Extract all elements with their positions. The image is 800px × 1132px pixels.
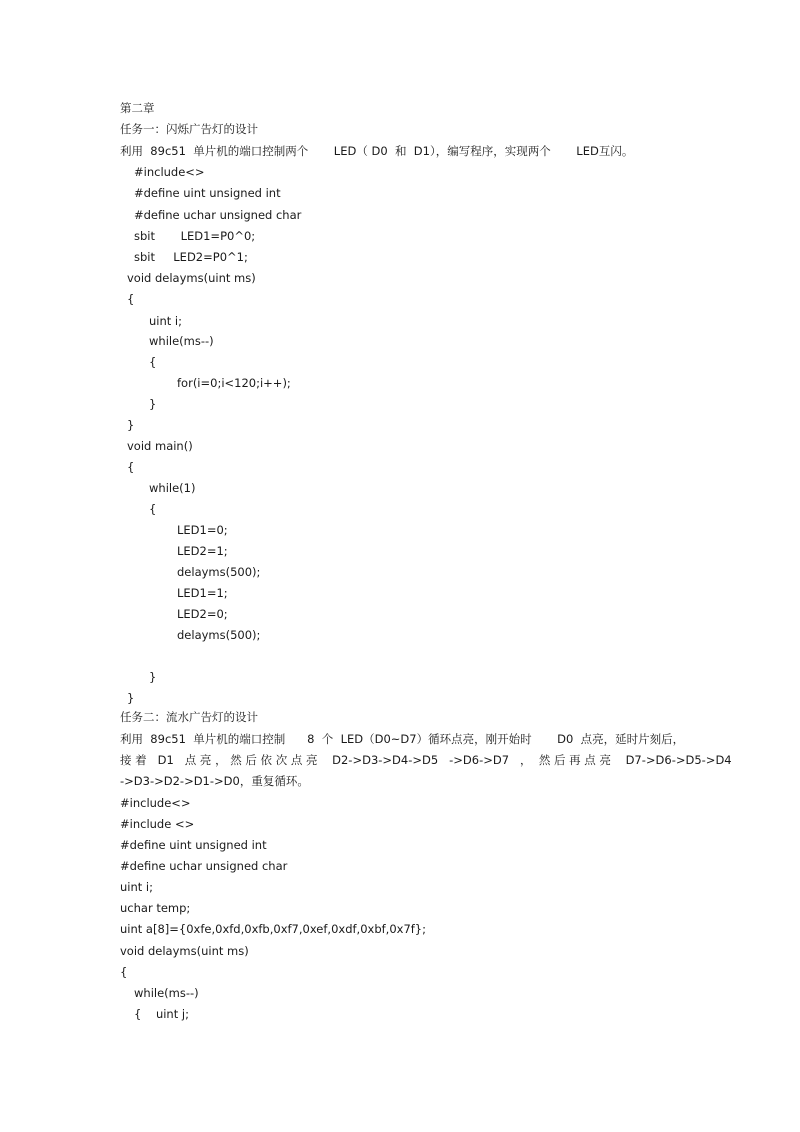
code-line: LED1=1; [177,586,228,600]
code-line: } [127,418,135,432]
code-line: #define uint unsigned int [120,838,267,852]
task1-description: 利用 89c51 单片机的端口控制两个 LED（ D0 和 D1），编写程序，实现两个 LED互闪。 [120,144,634,158]
code-line: while(ms--) [149,334,214,348]
code-line: #include <> [120,817,195,831]
code-line: } [149,397,157,411]
code-line: #include<> [134,165,205,179]
code-line: { [149,502,157,516]
chapter-title: 第二章 [120,101,155,115]
code-line: { [149,355,157,369]
code-line: sbit LED1=P0^0; [134,229,256,243]
task2-description-line: ->D3->D2->D1->D0，重复循环。 [120,774,309,788]
code-line: #define uchar unsigned char [134,208,302,222]
code-line: } [127,691,135,705]
task2-description-line: 利用 89c51 单片机的端口控制 8 个 LED（D0~D7）循环点亮，刚开始时 D0 点亮，延时片刻后， [120,732,685,746]
task1-title: 任务一：闪烁广告灯的设计 [120,122,258,136]
code-line: uint i; [149,314,183,328]
code-line: sbit LED2=P0^1; [134,250,248,264]
code-line: LED2=1; [177,544,228,558]
code-line: void main() [127,439,193,453]
code-line: #include<> [120,796,191,810]
code-line: for(i=0;i<120;i++); [177,376,291,390]
code-line: #define uint unsigned int [134,186,281,200]
code-line: while(1) [149,481,196,495]
code-line: { [127,460,135,474]
code-line: while(ms--) [134,986,199,1000]
code-line: delayms(500); [177,565,261,579]
code-line: { [120,965,128,979]
code-line: { uint j; [134,1007,189,1021]
code-line: #define uchar unsigned char [120,859,288,873]
code-line: void delayms(uint ms) [127,271,256,285]
task2-description-line: 接 着 D1 点 亮 ， 然 后 依 次 点 亮 D2->D3->D4->D5 ->D6->D7 ， 然 后 再 点 亮 D7->D6->D5->D4 [120,753,732,767]
code-line: void delayms(uint ms) [120,944,249,958]
code-line: LED1=0; [177,523,228,537]
code-line: uint i; [120,880,154,894]
task2-title: 任务二：流水广告灯的设计 [120,710,258,724]
code-line: { [127,292,135,306]
code-line: delayms(500); [177,628,261,642]
code-line: LED2=0; [177,607,228,621]
code-line: uint a[8]={0xfe,0xfd,0xfb,0xf7,0xef,0xdf,0xbf,0x7f}; [120,922,427,936]
code-line: } [149,670,157,684]
code-line: uchar temp; [120,901,191,915]
